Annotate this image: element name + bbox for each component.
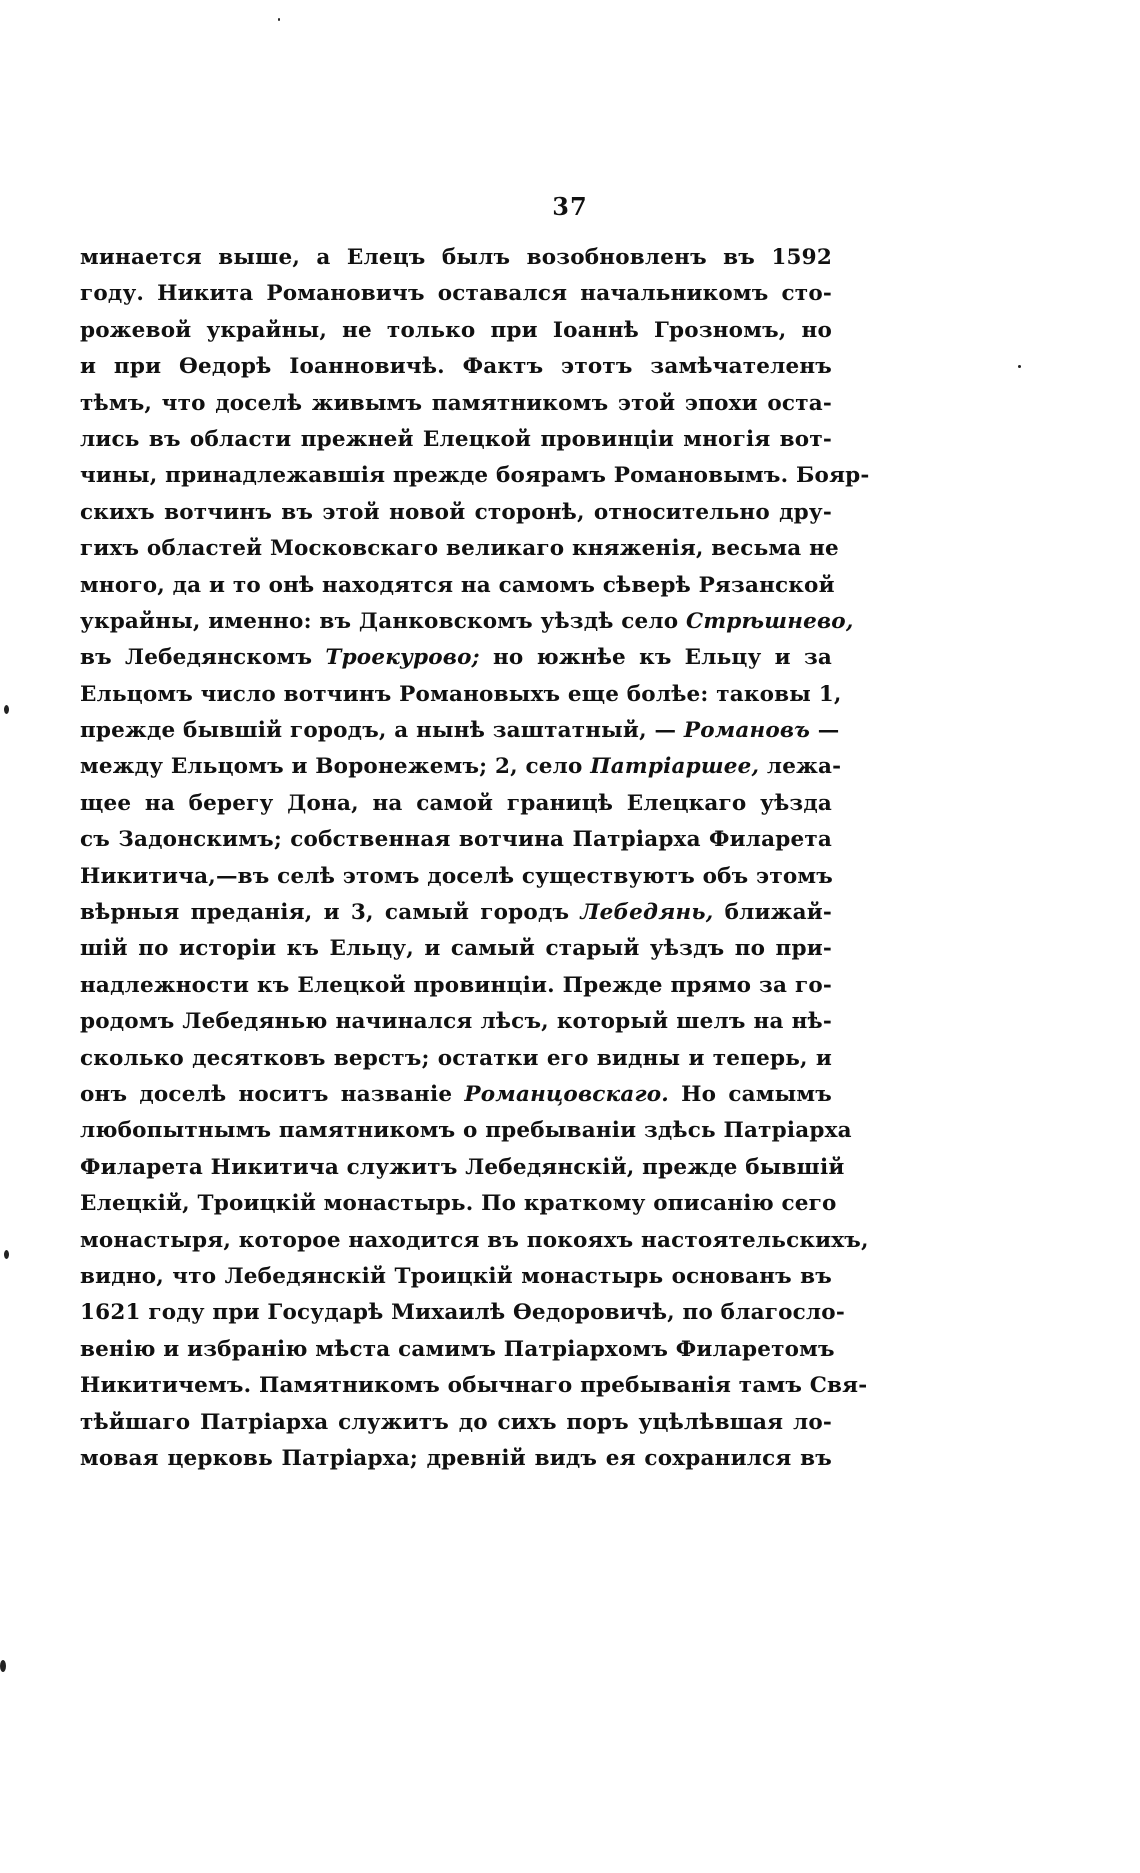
text-line [80, 931, 832, 967]
text-line [80, 1223, 869, 1259]
text-run: рожевой украйны, не только при Іоаннѣ Грозномъ, но [80, 317, 832, 343]
text-line [80, 677, 842, 713]
text-line [80, 313, 832, 349]
text-run: чины, принадлежавшія прежде боярамъ Романовымъ. Бояр- [80, 463, 870, 489]
text-line [80, 276, 832, 312]
scan-speck [278, 18, 280, 21]
text-line [80, 495, 832, 531]
text-line [80, 822, 832, 858]
text-run: Никитичемъ. Памятникомъ обычнаго пребыванія тамъ Свя- [80, 1373, 868, 1399]
text-run: надлежности къ Елецкой провинціи. Прежде прямо за го- [80, 972, 832, 998]
text-run: году. Никита Романовичъ оставался начальникомъ сто- [80, 281, 832, 307]
text-line [80, 1041, 832, 1077]
text-run: Никитича,—въ селѣ этомъ доселѣ существуютъ объ этомъ [80, 863, 833, 889]
text-run: украйны, именно: въ Данковскомъ уѣздѣ село [80, 608, 687, 634]
text-line [80, 568, 835, 604]
text-run: видно, что Лебедянскій Троицкій монастырь основанъ въ [80, 1263, 832, 1289]
text-line [80, 1150, 845, 1186]
text-run: тѣмъ, что доселѣ живымъ памятникомъ этой эпохи оста- [80, 390, 832, 416]
text-run: родомъ Лебедянью начинался лѣсъ, который шелъ на нѣ- [80, 1009, 832, 1035]
text-run: минается выше, а Елецъ былъ возобновленъ въ 1592 [80, 245, 832, 270]
text-line [80, 386, 832, 422]
text-line [80, 422, 832, 458]
text-run: — [810, 718, 840, 744]
text-run: щее на берегу Дона, на самой границѣ Елецкаго уѣзда [80, 790, 832, 816]
text-line [80, 1077, 832, 1113]
italic-run: Стрѣшнево, [686, 608, 854, 634]
text-run: но южнѣе къ Ельцу и за [479, 645, 833, 671]
text-run: ближай- [713, 900, 832, 926]
italic-run: Патріаршее, [590, 754, 760, 780]
text-line [80, 1259, 832, 1295]
text-line [80, 749, 842, 785]
text-run: лись въ области прежней Елецкой провинціи многія вот- [80, 426, 832, 452]
text-line [80, 640, 832, 676]
text-line [80, 458, 870, 494]
text-line [80, 240, 832, 276]
text-run: тѣйшаго Патріарха служитъ до сихъ поръ уцѣлѣвшая ло- [80, 1409, 832, 1435]
text-run: сколько десятковъ верстъ; остатки его видны и теперь, и [80, 1045, 832, 1071]
text-line [80, 1186, 837, 1222]
scan-speck [4, 705, 9, 714]
text-run: венію и избранію мѣста самимъ Патріархомъ Филаретомъ [80, 1336, 835, 1362]
text-run: и при Ѳедорѣ Іоанновичѣ. Фактъ этотъ замѣчателенъ [80, 354, 832, 380]
text-line [80, 713, 840, 749]
italic-run: Романовъ [683, 718, 811, 744]
text-run: между Ельцомъ и Воронежемъ; 2, село [80, 754, 591, 780]
text-line [80, 859, 832, 895]
text-line [80, 1368, 868, 1404]
text-run: 1621 году при Государѣ Михаилѣ Ѳедоровичѣ, по благосло- [80, 1300, 845, 1326]
text-run: съ Задонскимъ; собственная вотчина Патріарха Филарета [80, 827, 832, 853]
text-run: въ Лебедянскомъ [80, 645, 326, 671]
text-run: монастыря, которое находится въ покояхъ настоятельскихъ, [80, 1227, 869, 1253]
italic-run: Лебедянь, [580, 900, 714, 926]
scan-speck [1018, 365, 1021, 368]
text-line [80, 1332, 835, 1368]
text-line [80, 1405, 832, 1441]
text-line [80, 349, 832, 385]
text-run: онъ доселѣ носитъ названіе [80, 1081, 465, 1107]
text-line [80, 531, 839, 567]
text-line [80, 968, 832, 1004]
text-line [80, 1441, 832, 1477]
text-line [80, 1113, 852, 1149]
body-text [80, 240, 870, 1477]
text-line [80, 895, 832, 931]
scan-speck [4, 1250, 9, 1259]
text-run: лежа- [759, 754, 842, 780]
page-number: 37 [552, 192, 588, 221]
text-run: гихъ областей Московскаго великаго княженія, весьма не [80, 536, 839, 562]
text-run: Но самымъ [668, 1081, 833, 1107]
text-line [80, 1295, 845, 1331]
text-run: мовая церковь Патріарха; древній видъ ея сохранился въ [80, 1445, 832, 1471]
text-run: вѣрныя преданія, и 3, самый городъ [80, 900, 581, 926]
text-line [80, 604, 854, 640]
text-run: прежде бывшій городъ, а нынѣ заштатный, — [80, 718, 684, 744]
text-run: много, да и то онѣ находятся на самомъ сѣверѣ Рязанской [80, 572, 835, 598]
text-run: Ельцомъ число вотчинъ Романовыхъ еще болѣе: таковы 1, [80, 681, 842, 707]
text-run: шій по исторіи къ Ельцу, и самый старый уѣздъ по при- [80, 936, 832, 962]
scan-speck [0, 1660, 6, 1672]
italic-run: Романцовскаго. [464, 1081, 669, 1107]
text-run: Елецкій, Троицкій монастырь. По краткому описанію сего [80, 1191, 837, 1217]
text-line [80, 786, 832, 822]
text-run: скихъ вотчинъ въ этой новой сторонѣ, относительно дру- [80, 499, 832, 525]
text-run: Филарета Никитича служитъ Лебедянскій, прежде бывшій [80, 1154, 845, 1180]
text-run: любопытнымъ памятникомъ о пребываніи здѣсь Патріарха [80, 1118, 852, 1144]
text-line [80, 1004, 832, 1040]
italic-run: Троекурово; [325, 645, 480, 671]
